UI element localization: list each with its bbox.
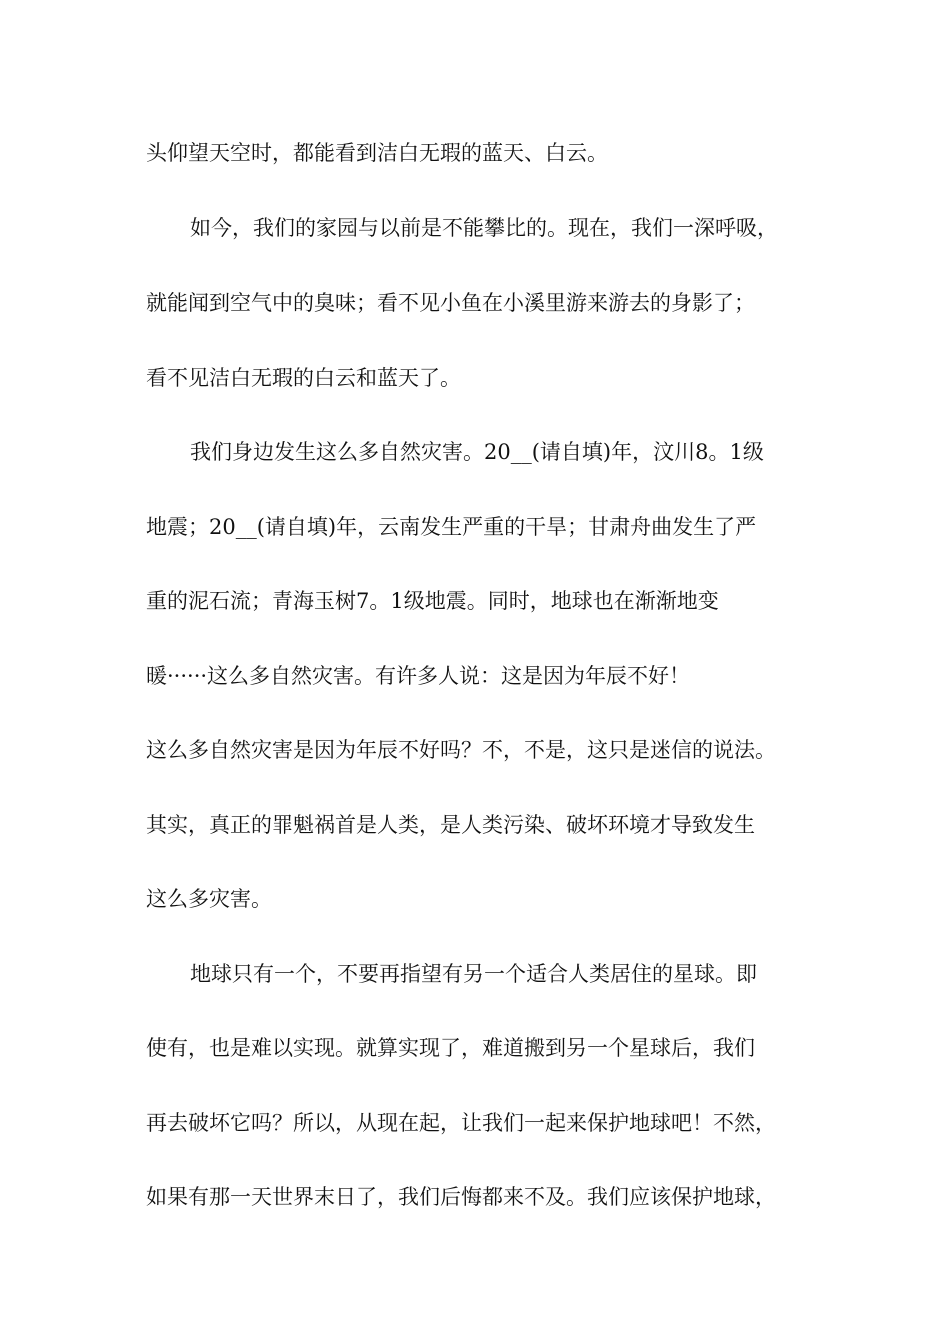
text-line: 我们身边发生这么多自然灾害。20__(请自填)年，汶川8。1级 [190, 440, 764, 464]
text-line: 如果有那一天世界末日了，我们后悔都来不及。我们应该保护地球， [146, 1185, 776, 1209]
text-line: 暖······这么多自然灾害。有许多人说：这是因为年辰不好！ [146, 664, 691, 688]
text-line: 这么多自然灾害是因为年辰不好吗？不，不是，这只是迷信的说法。 [146, 738, 776, 762]
text-line: 看不见洁白无瑕的白云和蓝天了。 [146, 366, 461, 390]
text-line: 其实，真正的罪魁祸首是人类，是人类污染、破坏环境才导致发生 [146, 813, 755, 837]
text-line: 重的泥石流；青海玉树7。1级地震。同时，地球也在渐渐地变 [146, 589, 719, 613]
text-line: 头仰望天空时，都能看到洁白无瑕的蓝天、白云。 [146, 141, 608, 165]
text-line: 地震；20__(请自填)年，云南发生严重的干旱；甘肃舟曲发生了严 [146, 515, 757, 539]
text-line: 就能闻到空气中的臭味；看不见小鱼在小溪里游来游去的身影了； [146, 291, 755, 315]
text-line: 使有，也是难以实现。就算实现了，难道搬到另一个星球后，我们 [146, 1036, 755, 1060]
text-line: 再去破坏它吗？所以，从现在起，让我们一起来保护地球吧！不然， [146, 1111, 776, 1135]
text-line: 地球只有一个，不要再指望有另一个适合人类居住的星球。即 [190, 962, 757, 986]
text-line: 这么多灾害。 [146, 887, 272, 911]
text-line: 如今，我们的家园与以前是不能攀比的。现在，我们一深呼吸， [190, 216, 778, 240]
